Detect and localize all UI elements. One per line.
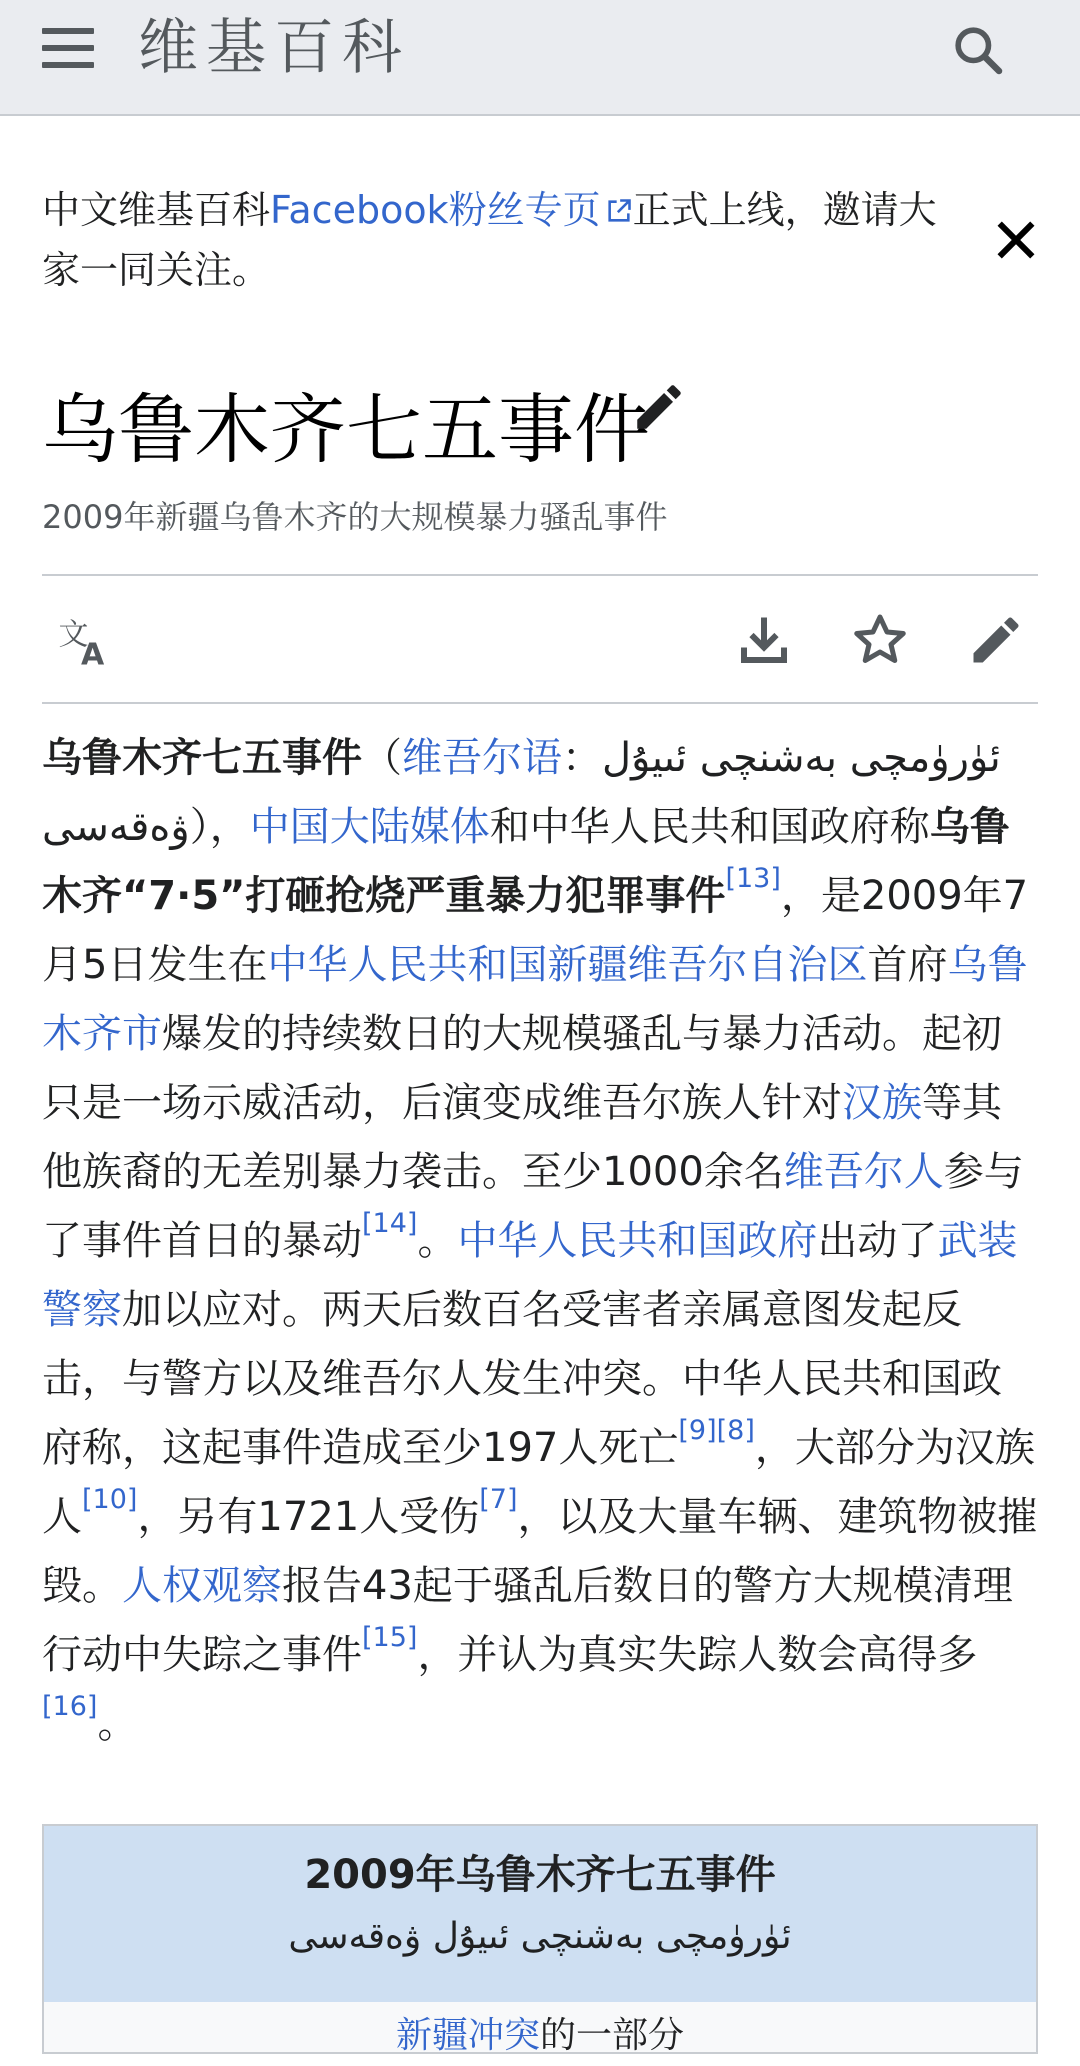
link-xinjiang-conflict[interactable]: 新疆冲突	[395, 2015, 540, 2056]
link-xinjiang[interactable]: 中华人民共和国新疆维吾尔自治区	[267, 942, 868, 988]
banner-text-end: 正式上线，邀请大家一同关注。	[42, 188, 937, 292]
citation-15[interactable]: [15]	[362, 1622, 418, 1653]
text: 首府	[867, 942, 948, 988]
svg-text:A: A	[81, 637, 105, 672]
svg-text:文: 文	[58, 617, 89, 653]
text: 报告43起于骚乱后数日的警方大规模清理行动中失踪之事件	[42, 1563, 1013, 1678]
close-icon[interactable]	[988, 212, 1044, 268]
bold-term: 乌鲁木齐七五事件	[42, 735, 362, 781]
link-prc-government[interactable]: 中华人民共和国政府	[457, 1218, 818, 1264]
text: ：	[562, 735, 602, 781]
uyghur-name: ئۈرۈمچى بەشنچى ئىيۇل ۋەقەسى	[42, 735, 1001, 850]
pencil-icon[interactable]	[966, 610, 1026, 670]
article-lead-paragraph	[42, 724, 1038, 1759]
text: ，并认为真实失踪人数会高得多	[417, 1632, 978, 1678]
hamburger-icon[interactable]	[42, 28, 94, 72]
text: 等其他族裔的无差别暴力袭击。至少1000余名	[42, 1080, 1002, 1195]
infobox-subtitle: ئۈرۈمچى بەشنچى ئىيۇل ۋەقەسى	[288, 1916, 792, 1957]
citation-7[interactable]: [7]	[479, 1484, 518, 1515]
link-urumqi[interactable]: 乌鲁木齐市	[42, 942, 1028, 1057]
star-icon[interactable]	[850, 610, 910, 670]
text: 。	[97, 1701, 138, 1747]
citation-16[interactable]: [16]	[42, 1691, 98, 1722]
link-mainland-media[interactable]: 中国大陆媒体	[249, 804, 490, 850]
site-notice-banner	[42, 180, 942, 300]
divider-top	[42, 574, 1038, 576]
translate-icon[interactable]	[56, 612, 116, 672]
infobox	[42, 1824, 1038, 2054]
link-uyghurs[interactable]: 维吾尔人	[783, 1149, 944, 1195]
text: ，另有1721人受伤	[137, 1494, 480, 1540]
page-subtitle: 2009年新疆乌鲁木齐的大规模暴力骚乱事件	[42, 498, 668, 536]
citation-8[interactable]: [8]	[716, 1415, 755, 1446]
citation-9[interactable]: [9]	[678, 1415, 717, 1446]
wikipedia-wordmark[interactable]: 维基百科	[138, 13, 410, 83]
link-human-rights-watch[interactable]: 人权观察	[122, 1563, 282, 1609]
page-title: 乌鲁木齐七五事件	[42, 385, 650, 474]
text: ，以及大量车辆、建筑物被摧毁。	[42, 1494, 1038, 1609]
text: ），	[189, 804, 250, 850]
citation-10[interactable]: [10]	[82, 1484, 138, 1515]
facebook-page-link[interactable]: Facebook粉丝专页	[270, 188, 601, 232]
bold-official-name: 乌鲁木齐“7·5”打砸抢烧严重暴力犯罪事件	[42, 804, 1010, 919]
link-armed-police[interactable]: 武装警察	[42, 1218, 1018, 1333]
link-uyghur-language[interactable]: 维吾尔语	[402, 735, 562, 781]
text: ，是2009年7月5日发生在	[42, 873, 1029, 988]
text: 。	[417, 1218, 458, 1264]
link-han-chinese[interactable]: 汉族	[842, 1080, 922, 1126]
banner-text: 中文维基百科	[42, 188, 271, 232]
text: 和中华人民共和国政府称	[489, 804, 930, 850]
text: 参与了事件首日的暴动	[42, 1149, 1024, 1264]
infobox-row-text: 的一部分	[540, 2015, 685, 2056]
text: 加以应对。两天后数百名受害者亲属意图发起反击，与警方以及维吾尔人发生冲突。中华人民共和国政府称，这起事件造成至少197人死亡	[42, 1287, 1002, 1471]
text: ，大部分为汉族人	[42, 1425, 1035, 1540]
infobox-header	[44, 1826, 1036, 2002]
divider-bottom	[42, 702, 1038, 704]
citation-13[interactable]: [13]	[725, 863, 781, 894]
top-header-bar	[0, 0, 1080, 116]
citation-14[interactable]: [14]	[362, 1208, 418, 1239]
search-icon[interactable]	[950, 22, 1006, 78]
text: （	[362, 735, 402, 781]
download-icon[interactable]	[734, 610, 794, 670]
text: 出动了	[817, 1218, 938, 1264]
infobox-title: 2009年乌鲁木齐七五事件	[304, 1852, 776, 1898]
edit-title-pencil-icon[interactable]	[630, 378, 688, 436]
external-link-icon	[605, 197, 633, 225]
text: 爆发的持续数日的大规模骚乱与暴力活动。起初只是一场示威活动，后演变成维吾尔族人针对	[42, 1011, 1002, 1126]
infobox-part-of-row	[44, 2006, 1036, 2066]
